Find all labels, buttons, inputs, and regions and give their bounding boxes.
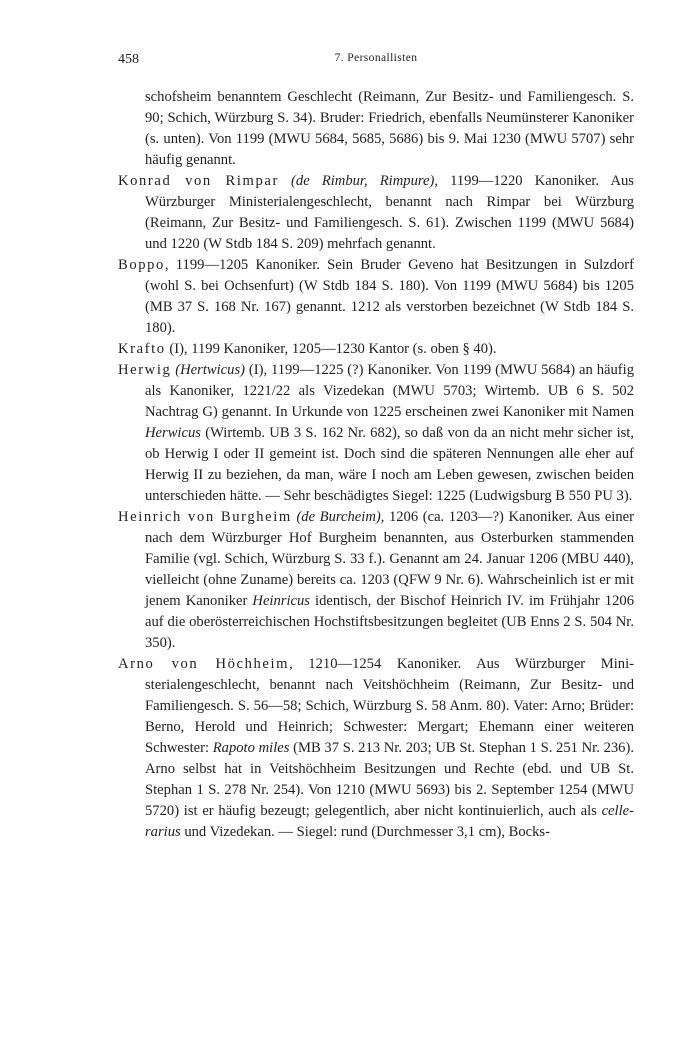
entry-italic-term: cellerarius [145, 803, 634, 840]
running-head: 7. Personallisten [334, 52, 418, 64]
entry-text: (I), 1199—1225 (?) Kanoniker. Von 1199 (MWU 5684) an häufig als Kanoniker, 1221/22 als Vizedekan (MWU 5703; Wirtemb. UB 6 S. 502 Nachtrag G) genannt. In Urkunde von 1225 erscheinen zwei Kanoniker mit Namen [145, 362, 634, 420]
entry-text: , 1199—1220 Kanoniker. Aus Würzburger Ministerialengeschlecht, benannt nach Rimpar bei Würzburg (Reimann, Zur Besitz- und Familiengesch. S. 61). Zwischen 1199 (MWU 5684) und 1220 (W Stdb 184 S. 209) mehrfach genannt. [145, 173, 634, 252]
entry-italic-term: Rapoto miles [212, 740, 290, 756]
entry-name: Boppo [118, 257, 165, 273]
entry-alias: (de Burcheim) [296, 509, 381, 525]
entry-krafto [118, 339, 634, 360]
entry-text: , 1210—1254 Kanoniker. Aus Würzburger Ministerialengeschlecht, benannt nach Veitshöchheim (Reimann, Zur Besitz- und Familiengesch. S. 56—58; Schich, Würzburg S. 58 Anm. 80). Vater: Arno; Brüder: Berno, Herold und Heinrich; Schwester: Mergart; Ehemann einer weiteren Schwester: [145, 656, 635, 756]
entry-alias: (de Rimbur, Rimpure) [291, 173, 435, 189]
entry-italic-term: Heinricus [252, 593, 310, 609]
entry-text: , 1206 (ca. 1203—?) Kanoniker. Aus einer nach dem Würzburger Hof Burgheim benannten, aus Osterburken stammenden Familie (vgl. Schich, Würzburg S. 33 f.). Genannt am 24. Januar 1206 (MBU 440), vielleicht (ohne Zuname) bereits ca. 1203 (QFW 9 Nr. 6). Wahrscheinlich ist er mit jenem Kanoniker [145, 509, 634, 609]
entry-boppo [118, 255, 634, 339]
page-header [118, 52, 634, 72]
entry-alias: (Hertwicus) [175, 362, 245, 378]
entry-text: (Wirtemb. UB 3 S. 162 Nr. 682), so daß von da an nicht mehr sicher ist, ob Herwig I oder II gemeint ist. Doch sind die späteren Nennungen alle eher auf Herwig II zu beziehen, da man, wäre I noch am Leben gewesen, zwischen beiden unterschieden hätte. — Sehr beschädigtes Siegel: 1225 (Ludwigsburg B 550 PU 3). [145, 425, 634, 504]
entry-konrad-von-rimpar [118, 171, 634, 255]
entry-name: Heinrich von Burgheim [118, 509, 292, 525]
entry-text: identisch, der Bischof Heinrich IV. im Frühjahr 1206 auf die oberösterreichischen Hochstiftsbesitzungen begleitet (UB Enns 2 S. 504 Nr. 350). [145, 593, 634, 651]
entry-text: (I), 1199 Kanoniker, 1205—1230 Kantor (s. oben § 40). [165, 341, 497, 357]
page-body [118, 87, 634, 843]
entry-name: Arno von Höchheim [118, 656, 290, 672]
entry-text: , 1199—1205 Kanoniker. Sein Bruder Geveno hat Besitzungen in Sulzdorf (wohl S. bei Ochsenfurt) (W Stdb 184 S. 180). Von 1199 (MWU 5684) bis 1205 (MB 37 S. 168 Nr. 167) genannt. 1212 als verstorben bezeichnet (W Stdb 184 S. 180). [145, 257, 634, 336]
entry-continuation [118, 87, 634, 171]
entry-name: Krafto [118, 341, 166, 357]
entry-name: Konrad von Rimpar [118, 173, 279, 189]
entry-name: Herwig [118, 362, 172, 378]
entry-herwig [118, 360, 634, 507]
entry-italic-term: Herwicus [145, 425, 201, 441]
entry-text: schofsheim benanntem Geschlecht (Reimann, Zur Besitz- und Familiengesch. S. 90; Schich, Würzburg S. 34). Bruder: Friedrich, ebenfalls Neumünsterer Kanoniker (s. unten). Von 1199 (MWU 5684, 5685, 5686) bis 9. Mai 1230 (MWU 5707) sehr häufig genannt. [145, 89, 634, 168]
entry-heinrich-von-burgheim [118, 507, 634, 654]
entry-text: (MB 37 S. 213 Nr. 203; UB St. Stephan 1 S. 251 Nr. 236). Arno selbst hat in Veitshöchheim Besitzungen und Rechte (ebd. und UB St. Stephan 1 S. 278 Nr. 254). Von 1210 (MWU 5693) bis 2. September 1254 (MWU 5720) ist er häufig bezeugt; gelegentlich, aber nicht kontinuierlich, auch als [145, 740, 634, 819]
entry-text: und Vizedekan. — Siegel: rund (Durchmesser 3,1 cm), Bocks- [180, 824, 550, 840]
page-number: 458 [118, 52, 139, 67]
entry-arno-von-hoechheim [118, 654, 634, 843]
